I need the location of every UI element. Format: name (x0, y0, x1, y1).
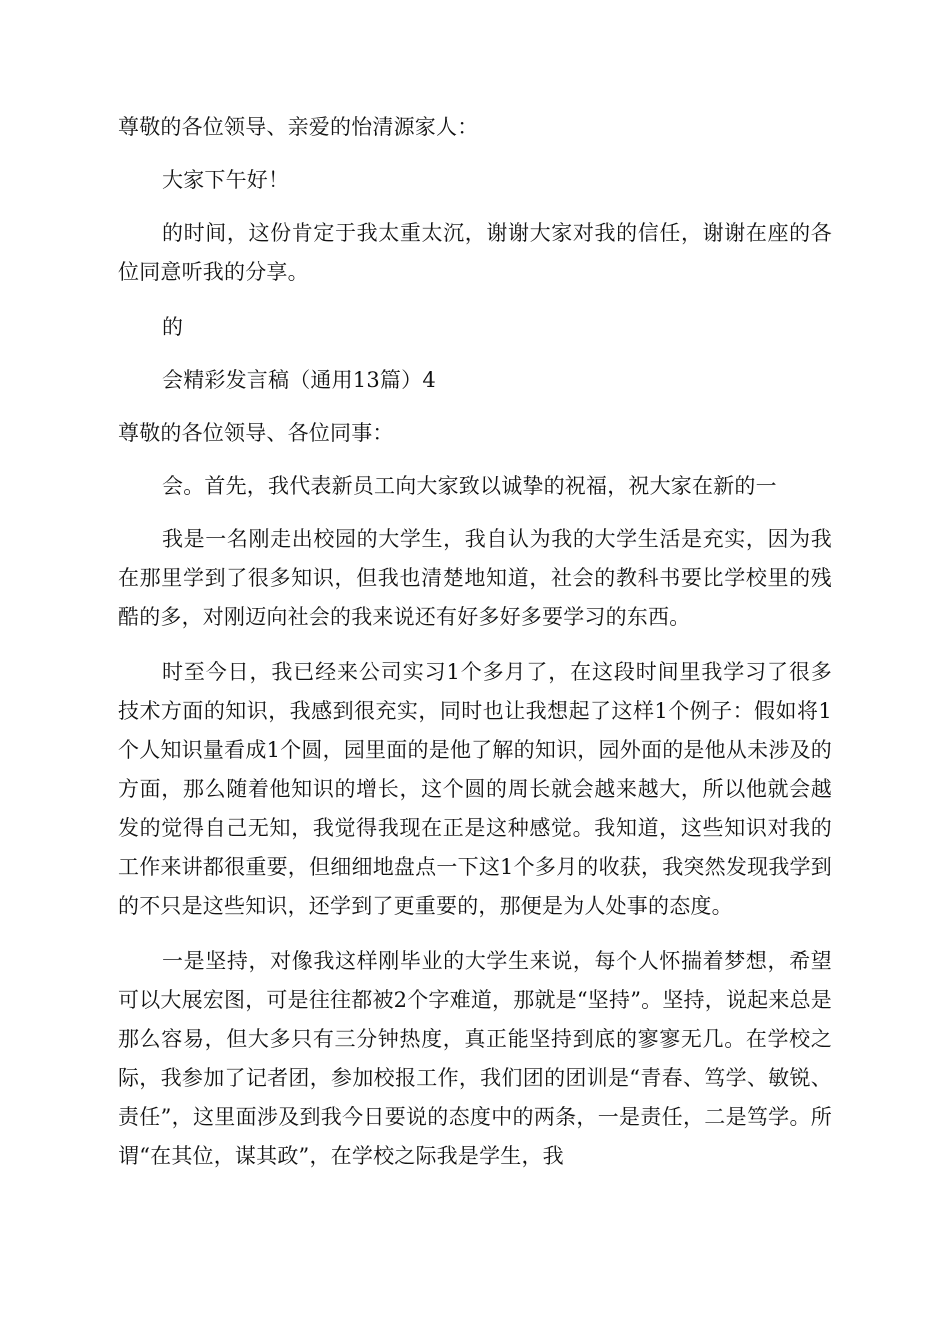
section-heading: 会精彩发言稿（通用13篇）4 (162, 368, 436, 392)
paragraph-persistence: 一是坚持，对像我这样刚毕业的大学生来说，每个人怀揣着梦想，希望可以大展宏图，可是往往都被2个字难道，那就是“坚持”。坚持，说起来总是那么容易，但大多只有三分钟热度，真正能坚持到底的寥寥无几。在学校之际，我参加了记者团，参加校报工作，我们团的团训是“青春、笃学、敏锐、责任”，这里面涉及到我今日要说的态度中的两条，一是责任，二是笃学。所谓“在其位，谋其政”，在学校之际我是学生，我 (118, 949, 832, 1168)
paragraph-fragment: 的 (162, 315, 184, 339)
paragraph-thanks: 的时间，这份肯定于我太重太沉，谢谢大家对我的信任，谢谢在座的各位同意听我的分享。 (118, 221, 832, 284)
paragraph-blessing: 会。首先，我代表新员工向大家致以诚挚的祝福，祝大家在新的一 (162, 474, 777, 498)
paragraph-internship: 时至今日，我已经来公司实习1个多月了，在这段时间里我学习了很多技术方面的知识，我感到很充实，同时也让我想起了这样1个例子：假如将1个人知识量看成1个圆，园里面的是他了解的知识，园外面的是他从未涉及的方面，那么随着他知识的增长，这个圆的周长就会越来越大，所以他就会越发的觉得自己无知，我觉得我现在正是这种感觉。我知道，这些知识对我的工作来讲都很重要，但细细地盘点一下这1个多月的收获，我突然发现我学到的不只是这些知识，还学到了更重要的，那便是为人处事的态度。 (118, 660, 832, 918)
salutation-1: 尊敬的各位领导、亲爱的怡清源家人： (118, 115, 479, 139)
greeting: 大家下午好！ (162, 168, 290, 192)
salutation-2: 尊敬的各位领导、各位同事： (118, 421, 394, 445)
paragraph-intro: 我是一名刚走出校园的大学生，我自认为我的大学生活是充实，因为我在那里学到了很多知识，但我也清楚地知道，社会的教科书要比学校里的残酷的多，对刚迈向社会的我来说还有好多好多要学习的东西。 (118, 527, 832, 629)
document-page (118, 108, 832, 1176)
